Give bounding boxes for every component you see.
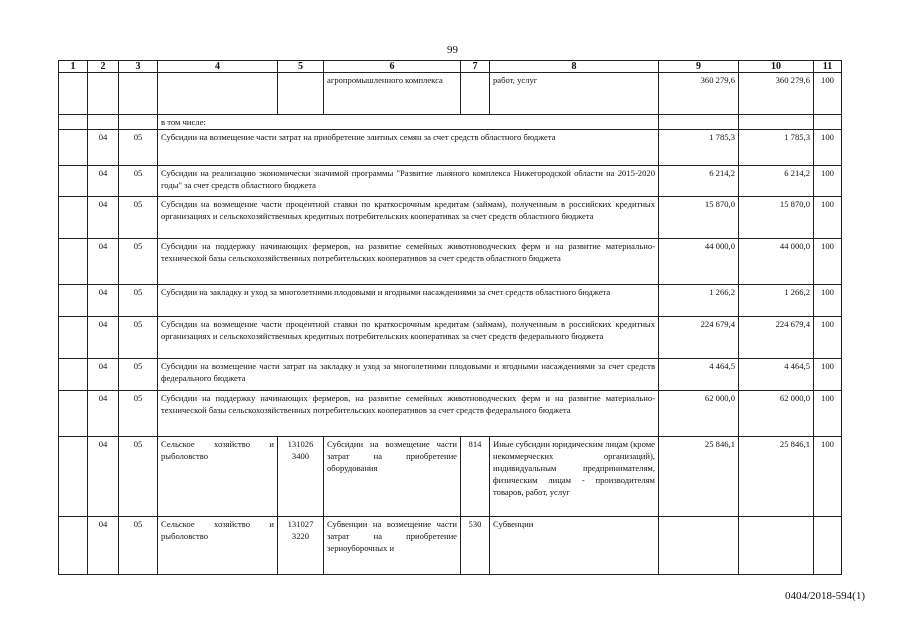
cell-subsidy-name: Субсидии на возмещение части затрат на приобретение элитных семян за счет средств областного бюджета xyxy=(158,130,659,166)
cell-subsidy-name: Субсидии на поддержку начинающих фермеров, на развитие семейных животноводческих ферм и на развитие материально-технической базы сельскохозяйственных потребительских кооперативов за счет средств областного бюджета xyxy=(158,239,659,285)
cell-section: 04 xyxy=(88,517,119,575)
cell-amount-actual xyxy=(739,517,814,575)
cell-expense-code: 530 xyxy=(461,517,490,575)
subsidy-row xyxy=(59,285,842,317)
cell-industry: Сельское хозяйство и рыболовство xyxy=(158,437,278,517)
cell-percent: 100 xyxy=(814,239,842,285)
cell-subsection: 05 xyxy=(119,197,158,239)
detail-row xyxy=(59,437,842,517)
cell-percent xyxy=(814,517,842,575)
cell-subsection: 05 xyxy=(119,317,158,359)
cell-amount-planned: 4 464,5 xyxy=(659,359,739,391)
cell-target-code: 131027 3220 xyxy=(278,517,324,575)
cell-subsidy-name: Субсидии на поддержку начинающих фермеров, на развитие семейных животноводческих ферм и на развитие материально-технической базы сельскохозяйственных потребительских кооперативов за счет средств федерального бюджета xyxy=(158,391,659,437)
header-cell: 5 xyxy=(278,61,324,73)
header-cell: 6 xyxy=(324,61,461,73)
cell-amount-planned: 1 266,2 xyxy=(659,285,739,317)
cell-industry: Сельское хозяйство и рыболовство xyxy=(158,517,278,575)
cell-expense-type: работ, услуг xyxy=(490,73,659,115)
cell-amount-planned: 25 846,1 xyxy=(659,437,739,517)
cell-section: 04 xyxy=(88,197,119,239)
subsidy-row xyxy=(59,166,842,197)
header-cell: 9 xyxy=(659,61,739,73)
cell-amount-actual: 25 846,1 xyxy=(739,437,814,517)
cell-amount-actual: 1 785,3 xyxy=(739,130,814,166)
cell-amount-actual: 15 870,0 xyxy=(739,197,814,239)
cell-section: 04 xyxy=(88,317,119,359)
cell-amount-planned: 44 000,0 xyxy=(659,239,739,285)
cell-amount-planned: 62 000,0 xyxy=(659,391,739,437)
cell-expense-type: Иные субсидии юридическим лицам (кроме некоммерческих организаций), индивидуальным предпринимателям, физическим лицам - производителям товаров, работ, услуг xyxy=(490,437,659,517)
including-label: в том числе: xyxy=(158,115,659,130)
cell-purpose: Субвенции на возмещение части затрат на приобретение зерноуборочных и xyxy=(324,517,461,575)
cell-amount-actual: 62 000,0 xyxy=(739,391,814,437)
cell-purpose: агропромышленного комплекса xyxy=(324,73,461,115)
header-cell: 11 xyxy=(814,61,842,73)
cell-section: 04 xyxy=(88,437,119,517)
document-code: 0404/2018-594(1) xyxy=(784,590,865,602)
cell-subsection: 05 xyxy=(119,166,158,197)
subsidy-row xyxy=(59,239,842,285)
cell-percent: 100 xyxy=(814,73,842,115)
cell-subsection: 05 xyxy=(119,239,158,285)
cell-subsidy-name: Субсидии на возмещение части процентной ставки по краткосрочным кредитам (займам), полученным в российских кредитных организациях и сельскохозяйственных кредитных потребительских кооперативах за счет средств федерального бюджета xyxy=(158,317,659,359)
budget-table xyxy=(58,60,842,575)
cell-subsection: 05 xyxy=(119,437,158,517)
cell-subsection: 05 xyxy=(119,391,158,437)
cell-section: 04 xyxy=(88,239,119,285)
cell-section: 04 xyxy=(88,166,119,197)
subsidy-row xyxy=(59,317,842,359)
cell-subsection: 05 xyxy=(119,359,158,391)
subsidy-row xyxy=(59,359,842,391)
cell-amount-actual: 224 679,4 xyxy=(739,317,814,359)
including-row xyxy=(59,115,842,130)
cell-subsection: 05 xyxy=(119,517,158,575)
cell-section: 04 xyxy=(88,359,119,391)
header-cell: 7 xyxy=(461,61,490,73)
cell-subsidy-name: Субсидии на реализацию экономически значимой программы "Развитие льняного комплекса Нижегородской области на 2015-2020 годы" за счет средств областного бюджета xyxy=(158,166,659,197)
cell-amount-planned: 360 279,6 xyxy=(659,73,739,115)
detail-row xyxy=(59,517,842,575)
cell-subsection: 05 xyxy=(119,285,158,317)
cell-expense-type: Субвенции xyxy=(490,517,659,575)
cell-amount-planned: 6 214,2 xyxy=(659,166,739,197)
cell-subsection: 05 xyxy=(119,130,158,166)
cell-percent: 100 xyxy=(814,166,842,197)
cell-percent: 100 xyxy=(814,317,842,359)
cell-percent: 100 xyxy=(814,437,842,517)
subsidy-row xyxy=(59,197,842,239)
cell-amount-actual: 1 266,2 xyxy=(739,285,814,317)
cell-amount-planned: 15 870,0 xyxy=(659,197,739,239)
cell-subsidy-name: Субсидии на закладку и уход за многолетними плодовыми и ягодными насаждениями за счет средств областного бюджета xyxy=(158,285,659,317)
cell-amount-planned: 224 679,4 xyxy=(659,317,739,359)
cell-amount-planned: 1 785,3 xyxy=(659,130,739,166)
cell-purpose: Субсидии на возмещение части затрат на приобретение оборудования xyxy=(324,437,461,517)
header-cell: 1 xyxy=(59,61,88,73)
cell-amount-actual: 4 464,5 xyxy=(739,359,814,391)
cell-subsidy-name: Субсидии на возмещение части затрат на закладку и уход за многолетними плодовыми и ягодными насаждениями за счет средств федерального бюджета xyxy=(158,359,659,391)
cell-expense-code: 814 xyxy=(461,437,490,517)
cell-percent: 100 xyxy=(814,391,842,437)
cell-section: 04 xyxy=(88,285,119,317)
cell-target-code: 131026 3400 xyxy=(278,437,324,517)
subsidy-row xyxy=(59,391,842,437)
header-cell: 4 xyxy=(158,61,278,73)
subsidy-row xyxy=(59,130,842,166)
cell-subsidy-name: Субсидии на возмещение части процентной ставки по краткосрочным кредитам (займам), полученным в российских кредитных организациях и сельскохозяйственных кредитных потребительских кооперативах за счет средств областного бюджета xyxy=(158,197,659,239)
cell-percent: 100 xyxy=(814,359,842,391)
table-row xyxy=(59,73,842,115)
cell-section: 04 xyxy=(88,391,119,437)
cell-percent: 100 xyxy=(814,197,842,239)
header-row xyxy=(59,61,842,73)
header-cell: 2 xyxy=(88,61,119,73)
page-number: 99 xyxy=(447,44,458,56)
cell-amount-actual: 6 214,2 xyxy=(739,166,814,197)
cell-percent: 100 xyxy=(814,285,842,317)
header-cell: 8 xyxy=(490,61,659,73)
cell-amount-planned xyxy=(659,517,739,575)
cell-amount-actual: 360 279,6 xyxy=(739,73,814,115)
cell-section: 04 xyxy=(88,130,119,166)
cell-percent: 100 xyxy=(814,130,842,166)
cell-amount-actual: 44 000,0 xyxy=(739,239,814,285)
header-cell: 10 xyxy=(739,61,814,73)
header-cell: 3 xyxy=(119,61,158,73)
